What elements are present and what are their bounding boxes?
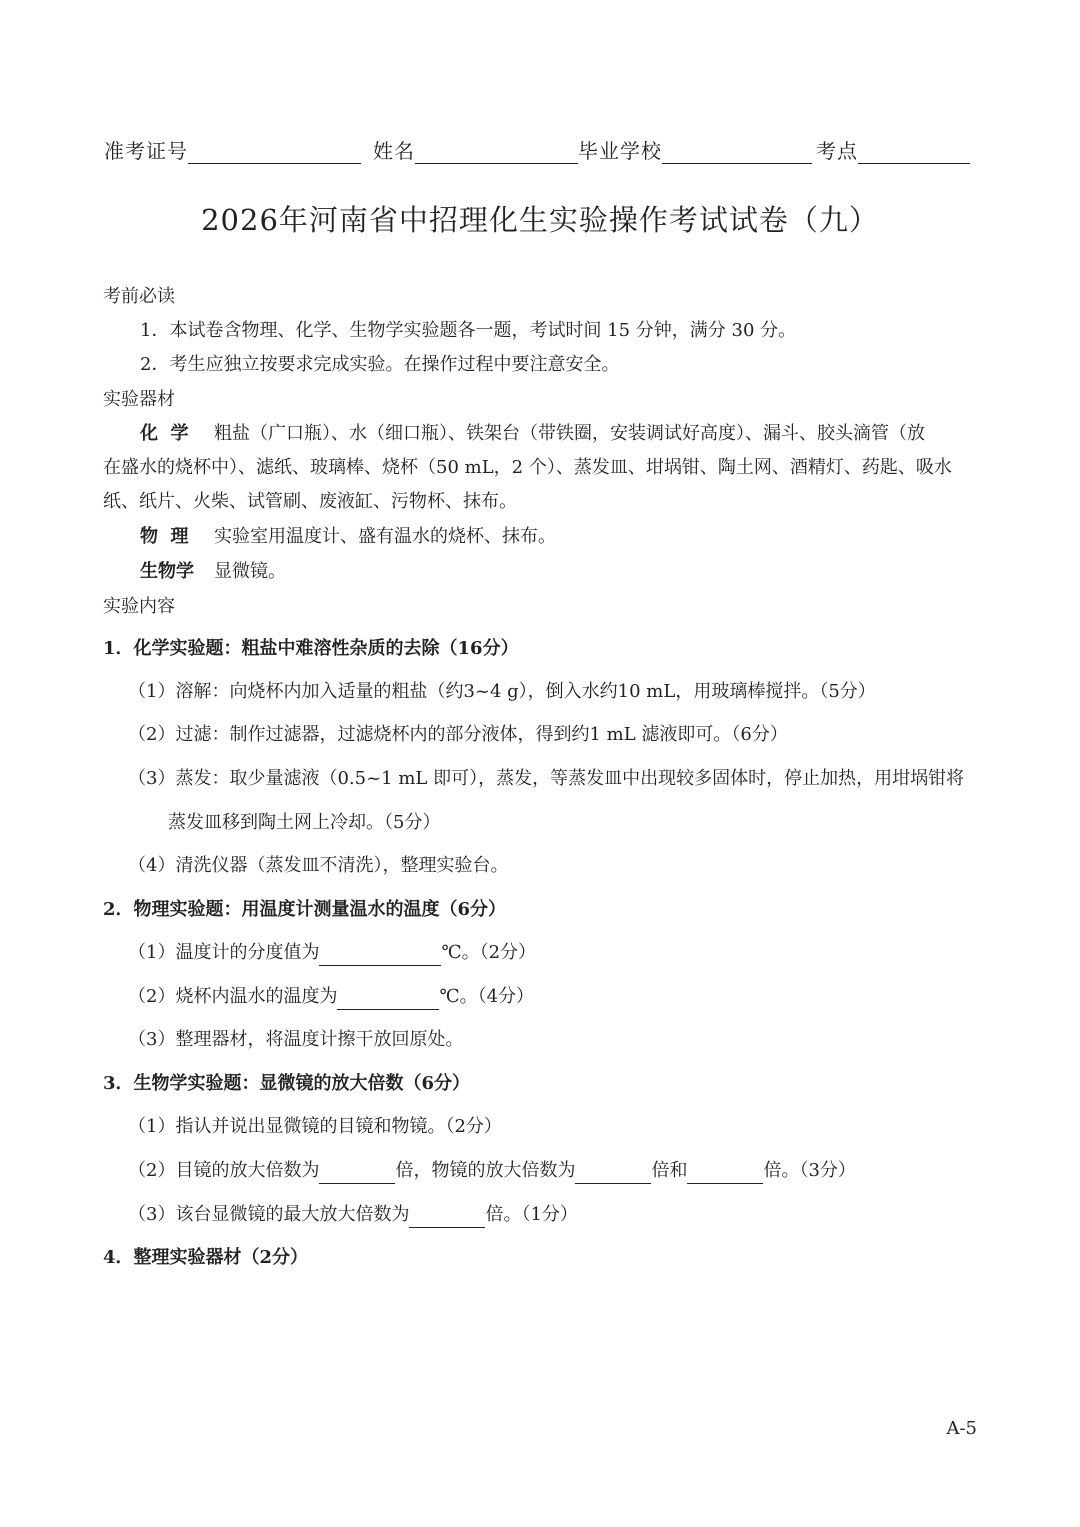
q3-step-3-suffix: 倍。（1分） bbox=[485, 1204, 578, 1225]
q3-step-3 bbox=[128, 1202, 578, 1228]
candidate-info-row bbox=[104, 132, 980, 164]
school-label: 毕业学校 bbox=[578, 139, 662, 163]
q1-step-3b: 蒸发皿移到陶土网上冷却。（5分） bbox=[168, 812, 441, 833]
q3-step-2-text-d: 倍。（3分） bbox=[763, 1160, 856, 1181]
q2-step-1-prefix: （1）温度计的分度值为 bbox=[128, 942, 320, 963]
q1-step-2: （2）过滤：制作过滤器，过滤烧杯内的部分液体，得到约1 mL 滤液即可。（6分） bbox=[128, 724, 788, 745]
equipment-heading: 实验器材 bbox=[103, 389, 175, 410]
q3-step-1: （1）指认并说出显微镜的目镜和物镜。（2分） bbox=[128, 1116, 502, 1137]
q1-step-3a: （3）蒸发：取少量滤液（0.5~1 mL 即可），蒸发，等蒸发皿中出现较多固体时，停止加热，用坩埚钳将 bbox=[128, 768, 965, 789]
chemistry-equipment-line-2: 在盛水的烧杯中）、滤纸、玻璃棒、烧杯（50 mL，2 个）、蒸发皿、坩埚钳、陶土网、酒精灯、药匙、吸水 bbox=[103, 457, 952, 478]
physics-equipment-text: 实验室用温度计、盛有温水的烧杯、抹布。 bbox=[214, 526, 556, 547]
page-code: A-5 bbox=[946, 1418, 977, 1439]
chemistry-equipment-line-1 bbox=[140, 421, 925, 447]
school-blank bbox=[662, 141, 812, 164]
q3-step-2-text-b: 倍，物镜的放大倍数为 bbox=[395, 1160, 576, 1181]
content-heading: 实验内容 bbox=[103, 596, 175, 617]
biology-label: 生物学 bbox=[140, 561, 194, 582]
q3-objective-blank-1[interactable] bbox=[575, 1163, 651, 1184]
notice-item-1: 1．本试卷含物理、化学、生物学实验题各一题，考试时间 15 分钟，满分 30 分。 bbox=[140, 320, 797, 341]
q3-objective-blank-2[interactable] bbox=[687, 1163, 763, 1184]
q1-step-4: （4）清洗仪器（蒸发皿不清洗），整理实验台。 bbox=[128, 855, 509, 876]
q3-step-2-text-a: （2）目镜的放大倍数为 bbox=[128, 1160, 320, 1181]
physics-equipment-line bbox=[140, 524, 556, 550]
q2-title: 2．物理实验题：用温度计测量温水的温度（6分） bbox=[103, 899, 507, 920]
notice-heading: 考前必读 bbox=[103, 286, 175, 307]
exam-id-blank bbox=[188, 141, 361, 164]
site-field bbox=[816, 135, 970, 164]
chemistry-equipment-line-3: 纸、纸片、火柴、试管刷、废液缸、污物杯、抹布。 bbox=[103, 491, 517, 512]
biology-equipment-text: 显微镜。 bbox=[214, 561, 286, 582]
q3-step-2 bbox=[128, 1158, 856, 1184]
chemistry-equipment-text-1: 粗盐（广口瓶）、水（细口瓶）、铁架台（带铁圈，安装调试好高度）、漏斗、胶头滴管（放 bbox=[214, 423, 925, 444]
chemistry-label: 化 学 bbox=[140, 423, 189, 444]
q2-step-1-suffix: ℃。（2分） bbox=[441, 942, 537, 963]
exam-id-label: 准考证号 bbox=[104, 139, 188, 163]
exam-id-field bbox=[104, 135, 361, 164]
q2-step-1 bbox=[128, 940, 536, 966]
q2-step-2 bbox=[128, 984, 534, 1010]
q2-step-2-suffix: ℃。（4分） bbox=[439, 986, 535, 1007]
exam-title: 2026年河南省中招理化生实验操作考试试卷（九） bbox=[201, 203, 879, 237]
school-field bbox=[578, 135, 812, 164]
q2-temperature-blank[interactable] bbox=[337, 989, 439, 1010]
name-label: 姓名 bbox=[373, 139, 415, 163]
name-field bbox=[373, 135, 578, 164]
q4-title: 4．整理实验器材（2分） bbox=[103, 1247, 309, 1268]
site-label: 考点 bbox=[816, 139, 858, 163]
q3-max-magnification-blank[interactable] bbox=[409, 1207, 485, 1228]
site-blank bbox=[858, 141, 970, 164]
q2-step-2-prefix: （2）烧杯内温水的温度为 bbox=[128, 986, 338, 1007]
name-blank bbox=[415, 141, 578, 164]
q1-title: 1．化学实验题：粗盐中难溶性杂质的去除（16分） bbox=[103, 638, 519, 659]
q3-eyepiece-blank[interactable] bbox=[319, 1163, 395, 1184]
q3-step-2-text-c: 倍和 bbox=[651, 1160, 688, 1181]
q3-step-3-prefix: （3）该台显微镜的最大放大倍数为 bbox=[128, 1204, 410, 1225]
physics-label: 物 理 bbox=[140, 526, 189, 547]
q2-division-value-blank[interactable] bbox=[319, 945, 441, 966]
q2-step-3: （3）整理器材，将温度计擦干放回原处。 bbox=[128, 1029, 464, 1050]
q3-title: 3．生物学实验题：显微镜的放大倍数（6分） bbox=[103, 1073, 471, 1094]
biology-equipment-line bbox=[140, 559, 286, 585]
q1-step-1: （1）溶解：向烧杯内加入适量的粗盐（约3~4 g），倒入水约10 mL，用玻璃棒搅拌。（5分） bbox=[128, 681, 876, 702]
notice-item-2: 2．考生应独立按要求完成实验。在操作过程中要注意安全。 bbox=[140, 354, 620, 375]
